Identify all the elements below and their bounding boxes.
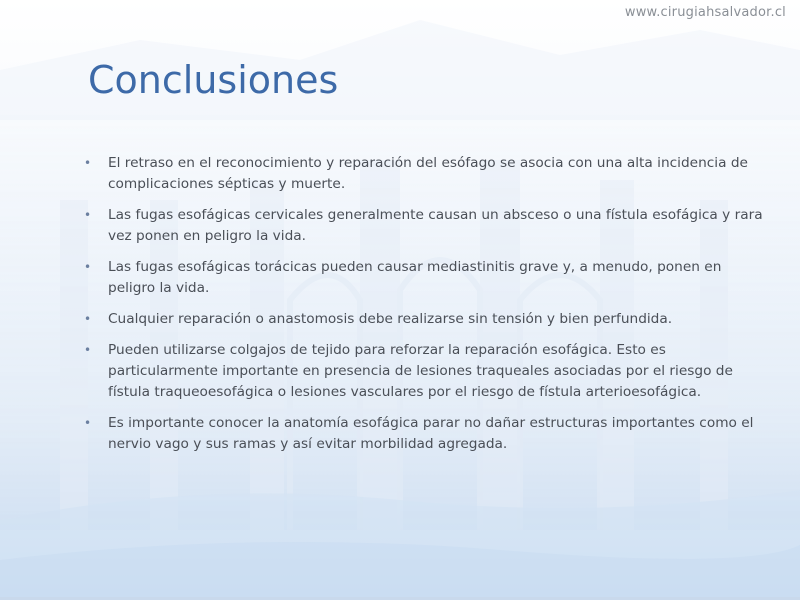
bullet-text: El retraso en el reconocimiento y reparación del esófago se asocia con una alta incidencia de complicaciones sépticas y muerte. xyxy=(108,155,748,192)
bullet-icon: • xyxy=(84,208,92,222)
bullet-icon: • xyxy=(84,156,92,170)
bullet-item xyxy=(84,205,769,247)
bullet-item xyxy=(84,257,769,299)
bullet-icon: • xyxy=(84,343,92,357)
bullet-icon: • xyxy=(84,416,92,430)
bullet-icon: • xyxy=(84,312,92,326)
slide-title: Conclusiones xyxy=(88,58,339,102)
bullet-text: Pueden utilizarse colgajos de tejido para reforzar la reparación esofágica. Esto es particularmente importante en presencia de lesiones traqueales asociadas por el riesgo de fístula traqueoesofágica o lesiones vasculares por el riesgo de fístula arterioesofágica. xyxy=(108,342,733,400)
bullet-text: Es importante conocer la anatomía esofágica parar no dañar estructuras importantes como el nervio vago y sus ramas y así evitar morbilidad agregada. xyxy=(108,415,754,452)
bullet-item xyxy=(84,153,769,195)
bullet-text: Cualquier reparación o anastomosis debe realizarse sin tensión y bien perfundida. xyxy=(108,311,673,327)
bullet-item xyxy=(84,309,769,330)
bullet-icon: • xyxy=(84,260,92,274)
bullet-item xyxy=(84,340,769,403)
bullet-list xyxy=(84,153,769,465)
website-url: www.cirugiahsalvador.cl xyxy=(624,5,786,20)
bullet-text: Las fugas esofágicas cervicales generalmente causan un absceso o una fístula esofágica y rara vez ponen en peligro la vida. xyxy=(108,207,763,244)
bullet-item xyxy=(84,413,769,455)
bullet-text: Las fugas esofágicas torácicas pueden causar mediastinitis grave y, a menudo, ponen en peligro la vida. xyxy=(108,259,722,296)
